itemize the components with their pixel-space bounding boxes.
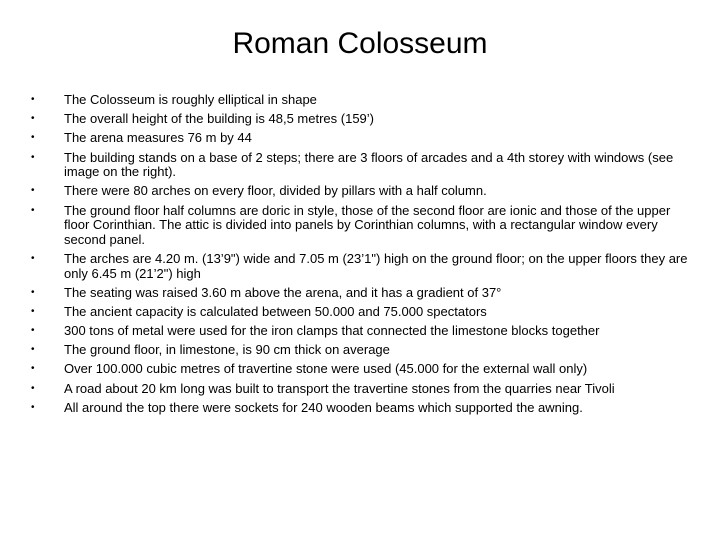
bullet-dot-icon: •: [31, 401, 35, 413]
bullet-dot-icon: •: [31, 286, 35, 298]
bullet-text: A road about 20 km long was built to transport the travertine stones from the quarries near Tivoli: [64, 380, 615, 396]
bullet-dot-icon: •: [31, 132, 35, 144]
bullet-dot-icon: •: [31, 94, 35, 105]
bullet-dot-icon: •: [31, 344, 35, 356]
bullet-item: [29, 382, 695, 397]
bullet-item: [29, 343, 695, 358]
bullet-dot-icon: •: [31, 382, 35, 394]
bullet-text: The arches are 4.20 m. (13’9") wide and 7.05 m (23’1") high on the ground floor; on the upper floors they are only 6.45 m (21’2") high: [64, 250, 688, 281]
bullet-dot-icon: •: [31, 113, 35, 125]
bullet-text: The ground floor half columns are doric in style, those of the second floor are ionic and those of the upper floor Corinthian. The attic is divided into panels by Corinthian columns, with a rectangular window every second panel.: [64, 202, 671, 247]
bullet-item: [29, 362, 695, 377]
bullet-item: [29, 286, 695, 301]
bullet-text: There were 80 arches on every floor, divided by pillars with a half column.: [64, 183, 487, 199]
bullet-item: [29, 112, 695, 127]
bullet-item: [29, 184, 695, 199]
bullet-text: The Colosseum is roughly elliptical in shape: [64, 92, 317, 107]
bullet-dot-icon: •: [31, 185, 35, 197]
bullet-text: The overall height of the building is 48,5 metres (159’): [64, 111, 375, 127]
bullet-dot-icon: •: [31, 363, 35, 375]
bullet-item: [29, 151, 695, 180]
bullet-item: [29, 324, 695, 339]
bullet-dot-icon: •: [31, 252, 35, 264]
bullet-item: [29, 93, 695, 108]
bullet-dot-icon: •: [31, 305, 35, 317]
bullet-item: [29, 401, 695, 416]
bullet-text: All around the top there were sockets for 240 wooden beams which supported the awning.: [64, 399, 583, 415]
bullet-list: [29, 93, 695, 420]
bullet-dot-icon: •: [31, 204, 35, 216]
bullet-text: The seating was raised 3.60 m above the arena, and it has a gradient of 37°: [64, 284, 502, 300]
bullet-text: 300 tons of metal were used for the iron clamps that connected the limestone blocks together: [64, 323, 600, 339]
bullet-text: The ancient capacity is calculated between 50.000 and 75.000 spectators: [64, 303, 487, 319]
bullet-item: [29, 305, 695, 320]
bullet-text: The building stands on a base of 2 steps; there are 3 floors of arcades and a 4th storey with windows (see image on the right).: [64, 149, 674, 180]
slide-title: Roman Colosseum: [232, 27, 488, 60]
bullet-item: [29, 252, 695, 281]
bullet-text: The ground floor, in limestone, is 90 cm thick on average: [64, 342, 390, 358]
bullet-text: The arena measures 76 m by 44: [64, 130, 252, 146]
bullet-text: Over 100.000 cubic metres of travertine stone were used (45.000 for the external wall only): [64, 361, 588, 377]
bullet-dot-icon: •: [31, 325, 35, 337]
bullet-item: [29, 131, 695, 146]
bullet-dot-icon: •: [31, 151, 35, 163]
bullet-item: [29, 204, 695, 248]
